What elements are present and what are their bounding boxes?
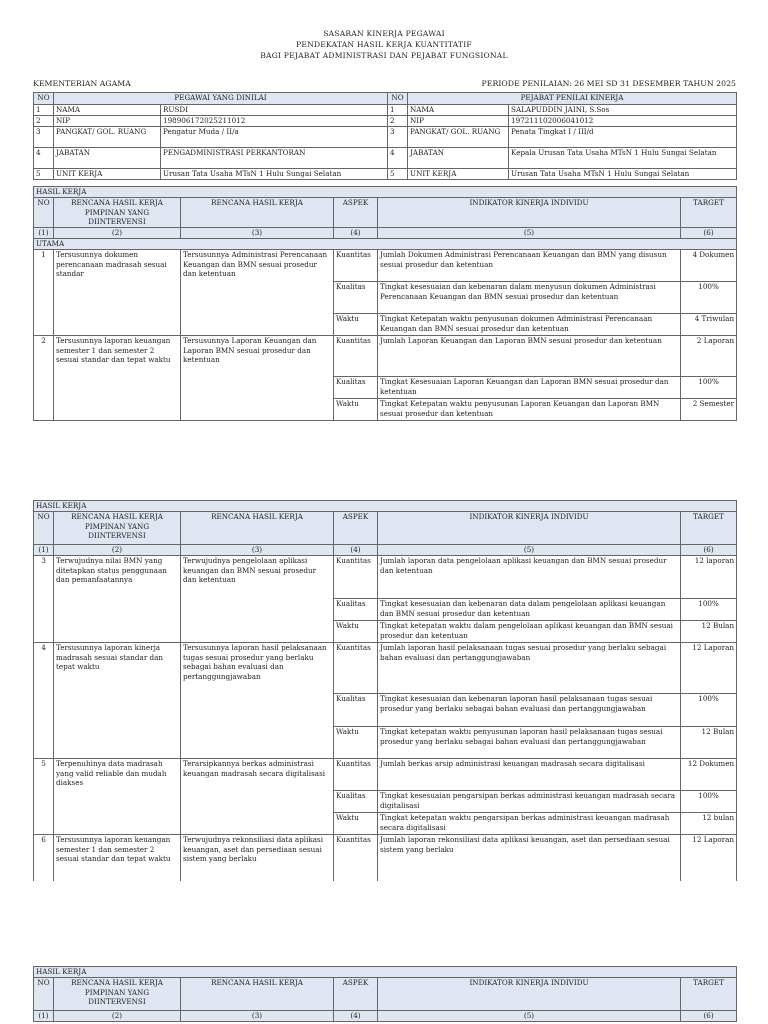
employee-unit: Urusan Tata Usaha MTsN 1 Hulu Sungai Selatan bbox=[161, 169, 388, 180]
work-plan: Terwujudnya rekonsiliasi data aplikasi keuangan, aset dan persediaan sesuai sistem yang berlaku bbox=[181, 835, 334, 882]
indicator: Jumlah laporan rekonsiliasi data aplikasi keuangan, aset dan persediaan sesuai sistem yang berlaku bbox=[378, 835, 681, 882]
field-label: PANGKAT/ GOL. RUANG bbox=[54, 127, 161, 148]
indicator: Tingkat Kesesuaian Laporan Keuangan dan Laporan BMN sesuai prosedur dan ketentuan bbox=[378, 377, 681, 399]
results-table-3 bbox=[33, 966, 737, 1022]
evaluator-position: Kepala Urusan Tata Usaha MTsN 1 Hulu Sungai Selatan bbox=[509, 148, 737, 169]
aspect: Kuantitas bbox=[334, 336, 378, 377]
target: 12 Laporan bbox=[681, 835, 737, 882]
col-index: (5) bbox=[378, 228, 681, 239]
section-label: HASIL KERJA bbox=[34, 501, 737, 512]
employee-rank: Pengatur Muda / II/a bbox=[161, 127, 388, 148]
aspect: Kualitas bbox=[334, 599, 378, 621]
col-no: NO bbox=[388, 93, 408, 105]
table-row bbox=[34, 643, 737, 694]
identity-table bbox=[33, 92, 737, 180]
col-index: (2) bbox=[54, 228, 181, 239]
indicator: Tingkat kesesuaian dan kebenaran laporan hasil pelaksanaan tugas sesuai prosedur yang berlaku sebagai bahan evaluasi dan pertanggungjawaban bbox=[378, 694, 681, 727]
leader-plan: Terwujudnya nilai BMN yang ditetapkan status penggunaan dan pemanfaatannya bbox=[54, 556, 181, 643]
results-table-2 bbox=[33, 500, 737, 881]
target: 12 bulan bbox=[681, 813, 737, 835]
row-no: 1 bbox=[388, 105, 408, 116]
doc-title: SASARAN KINERJA PEGAWAI bbox=[323, 29, 445, 38]
field-label: NIP bbox=[408, 116, 509, 127]
item-no: 4 bbox=[34, 643, 54, 759]
col-index: (1) bbox=[34, 228, 54, 239]
field-label: PANGKAT/ GOL. RUANG bbox=[408, 127, 509, 148]
target: 100% bbox=[681, 791, 737, 813]
col-index: (4) bbox=[334, 1011, 378, 1022]
indicator: Tingkat Ketepatan waktu penyusunan dokumen Administrasi Perencanaan Keuangan dan BMN sesuai prosedur dan ketentuan bbox=[378, 314, 681, 336]
col-aspect: ASPEK bbox=[334, 978, 378, 1011]
field-label: NIP bbox=[54, 116, 161, 127]
indicator: Jumlah laporan data pengelolaan aplikasi keuangan dan BMN sesuai prosedur dan ketentuan bbox=[378, 556, 681, 599]
identity-row bbox=[34, 116, 737, 127]
col-index: (4) bbox=[334, 545, 378, 556]
indicator: Tingkat ketepatan waktu penyusunan laporan hasil pelaksanaan tugas sesuai prosedur yang berlaku sebagai bahan evaluasi dan pertanggungjawaban bbox=[378, 727, 681, 759]
evaluated-employee-header: PEGAWAI YANG DINILAI bbox=[54, 93, 388, 105]
col-work-plan: RENCANA HASIL KERJA bbox=[181, 978, 334, 1011]
row-no: 4 bbox=[388, 148, 408, 169]
identity-row bbox=[34, 148, 737, 169]
target: 12 Dokumen bbox=[681, 759, 737, 791]
row-no: 2 bbox=[388, 116, 408, 127]
indicator: Tingkat kesesuaian pengarsipan berkas administrasi keuangan madrasah secara digitalisasi bbox=[378, 791, 681, 813]
item-no: 1 bbox=[34, 250, 54, 336]
evaluator-name: SALAPUDDIN JAINI, S.Sos bbox=[509, 105, 737, 116]
employee-nip: 198906172025211012 bbox=[161, 116, 388, 127]
work-plan: Terarsipkannya berkas administrasi keuangan madrasah secara digitalisasi bbox=[181, 759, 334, 835]
employee-position: PENGADMINISTRASI PERKANTORAN bbox=[161, 148, 388, 169]
col-target: TARGET bbox=[681, 978, 737, 1011]
evaluator-rank: Penata Tingkat I / III/d bbox=[509, 127, 737, 148]
leader-plan: Tersusunnya laporan keuangan semester 1 dan semester 2 sesuai standar dan tepat waktu bbox=[54, 835, 181, 882]
field-label: UNIT KERJA bbox=[54, 169, 161, 180]
col-index: (6) bbox=[681, 545, 737, 556]
aspect: Kuantitas bbox=[334, 250, 378, 282]
col-indicator: INDIKATOR KINERJA INDIVIDU bbox=[378, 978, 681, 1011]
item-no: 2 bbox=[34, 336, 54, 421]
col-no: NO bbox=[34, 978, 54, 1011]
col-aspect: ASPEK bbox=[334, 198, 378, 228]
item-no: 3 bbox=[34, 556, 54, 643]
field-label: NAMA bbox=[54, 105, 161, 116]
table-row bbox=[34, 556, 737, 599]
field-label: JABATAN bbox=[408, 148, 509, 169]
row-no: 5 bbox=[388, 169, 408, 180]
table-row bbox=[34, 759, 737, 791]
col-work-plan: RENCANA HASIL KERJA bbox=[181, 512, 334, 545]
identity-row bbox=[34, 169, 737, 180]
indicator: Jumlah Dokumen Administrasi Perencanaan Keuangan dan BMN yang disusun sesuai prosedur dan ketentuan bbox=[378, 250, 681, 282]
indicator: Tingkat kesesuaian dan kebenaran data dalam pengelolaan aplikasi keuangan dan BMN sesuai prosedur dan ketentuan bbox=[378, 599, 681, 621]
col-indicator: INDIKATOR KINERJA INDIVIDU bbox=[378, 198, 681, 228]
col-index: (2) bbox=[54, 1011, 181, 1022]
col-indicator: INDIKATOR KINERJA INDIVIDU bbox=[378, 512, 681, 545]
target: 100% bbox=[681, 694, 737, 727]
doc-subtitle: PENDEKATAN HASIL KERJA KUANTITATIF bbox=[296, 40, 472, 49]
target: 2 Laporan bbox=[681, 336, 737, 377]
col-index: (3) bbox=[181, 1011, 334, 1022]
leader-plan: Tersusunnya laporan kinerja madrasah sesuai standar dan tepat waktu bbox=[54, 643, 181, 759]
col-index: (1) bbox=[34, 1011, 54, 1022]
work-plan: Tersusunnya Laporan Keuangan dan Laporan BMN sesuai prosedur dan ketentuan bbox=[181, 336, 334, 421]
col-index: (5) bbox=[378, 545, 681, 556]
col-leader-plan: RENCANA HASIL KERJA PIMPINAN YANG DIINTERVENSI bbox=[54, 978, 181, 1011]
col-index: (3) bbox=[181, 228, 334, 239]
leader-plan: Tersusunnya laporan keuangan semester 1 dan semester 2 sesuai standar dan tepat waktu bbox=[54, 336, 181, 421]
row-no: 3 bbox=[388, 127, 408, 148]
period-label: PERIODE PENILAIAN: 26 MEI SD 31 DESEMBER TAHUN 2025 bbox=[481, 79, 736, 88]
target: 100% bbox=[681, 599, 737, 621]
col-target: TARGET bbox=[681, 512, 737, 545]
target: 2 Semester bbox=[681, 399, 737, 421]
col-index: (2) bbox=[54, 545, 181, 556]
col-index: (3) bbox=[181, 545, 334, 556]
indicator: Jumlah berkas arsip administrasi keuangan madrasah secara digitalisasi bbox=[378, 759, 681, 791]
aspect: Kualitas bbox=[334, 282, 378, 314]
indicator: Tingkat ketepatan waktu dalam pengelolaan aplikasi keuangan dan BMN sesuai prosedur dan ketentuan bbox=[378, 621, 681, 643]
aspect: Waktu bbox=[334, 621, 378, 643]
aspect: Kuantitas bbox=[334, 643, 378, 694]
col-index: (5) bbox=[378, 1011, 681, 1022]
doc-subtitle-2: BAGI PEJABAT ADMINISTRASI DAN PEJABAT FUNGSIONAL bbox=[260, 51, 508, 60]
section-label: HASIL KERJA bbox=[34, 967, 737, 978]
item-no: 5 bbox=[34, 759, 54, 835]
col-aspect: ASPEK bbox=[334, 512, 378, 545]
col-index: (4) bbox=[334, 228, 378, 239]
row-no: 4 bbox=[34, 148, 54, 169]
indicator: Tingkat ketepatan waktu pengarsipan berkas administrasi keuangan madrasah secara digitalisasi bbox=[378, 813, 681, 835]
field-label: JABATAN bbox=[54, 148, 161, 169]
item-no: 6 bbox=[34, 835, 54, 882]
col-leader-plan: RENCANA HASIL KERJA PIMPINAN YANG DIINTERVENSI bbox=[54, 512, 181, 545]
leader-plan: Tersusunnya dokumen perencanaan madrasah sesuai standar bbox=[54, 250, 181, 336]
evaluator-header: PEJABAT PENILAI KINERJA bbox=[408, 93, 737, 105]
indicator: Jumlah Laporan Keuangan dan Laporan BMN sesuai prosedur dan ketentuan bbox=[378, 336, 681, 377]
aspect: Kuantitas bbox=[334, 759, 378, 791]
col-no: NO bbox=[34, 198, 54, 228]
col-no: NO bbox=[34, 512, 54, 545]
aspect: Kualitas bbox=[334, 377, 378, 399]
table-row bbox=[34, 336, 737, 377]
employee-name: RUSDI bbox=[161, 105, 388, 116]
aspect: Waktu bbox=[334, 813, 378, 835]
field-label: NAMA bbox=[408, 105, 509, 116]
aspect: Kualitas bbox=[334, 791, 378, 813]
row-no: 1 bbox=[34, 105, 54, 116]
evaluator-nip: 197211102006041012 bbox=[509, 116, 737, 127]
table-row bbox=[34, 835, 737, 882]
aspect: Kuantitas bbox=[334, 835, 378, 882]
indicator: Jumlah laporan hasil pelaksanaan tugas sesuai prosedur yang berlaku sebagai bahan evaluasi dan pertanggungjawaban bbox=[378, 643, 681, 694]
work-plan: Tersusunnya laporan hasil pelaksanaan tugas sesuai prosedur yang berlaku sebagai bahan evaluasi dan pertanggungjawaban bbox=[181, 643, 334, 759]
indicator: Tingkat kesesuaian dan kebenaran dalam menyusun dokumen Administrasi Perencanaan Keuangan dan BMN sesuai prosedur dan ketentuan bbox=[378, 282, 681, 314]
identity-row bbox=[34, 105, 737, 116]
target: 100% bbox=[681, 377, 737, 399]
section-label: HASIL KERJA bbox=[34, 187, 737, 198]
col-no: NO bbox=[34, 93, 54, 105]
leader-plan: Terpenuhinya data madrasah yang valid reliable dan mudah diakses bbox=[54, 759, 181, 835]
table-row bbox=[34, 250, 737, 282]
aspect: Kuantitas bbox=[334, 556, 378, 599]
category-utama: UTAMA bbox=[34, 239, 737, 250]
target: 100% bbox=[681, 282, 737, 314]
col-leader-plan: RENCANA HASIL KERJA PIMPINAN YANG DIINTERVENSI bbox=[54, 198, 181, 228]
col-index: (6) bbox=[681, 1011, 737, 1022]
col-target: TARGET bbox=[681, 198, 737, 228]
target: 12 Bulan bbox=[681, 621, 737, 643]
work-plan: Tersusunnya Administrasi Perencanaan Keuangan dan BMN sesuai prosedur dan ketentuan bbox=[181, 250, 334, 336]
col-index: (1) bbox=[34, 545, 54, 556]
target: 4 Triwulan bbox=[681, 314, 737, 336]
field-label: UNIT KERJA bbox=[408, 169, 509, 180]
results-table-1 bbox=[33, 186, 737, 421]
col-index: (6) bbox=[681, 228, 737, 239]
aspect: Kualitas bbox=[334, 694, 378, 727]
ministry-label: KEMENTERIAN AGAMA bbox=[33, 79, 131, 88]
row-no: 5 bbox=[34, 169, 54, 180]
target: 12 laporan bbox=[681, 556, 737, 599]
aspect: Waktu bbox=[334, 314, 378, 336]
identity-row bbox=[34, 127, 737, 148]
indicator: Tingkat Ketepatan waktu penyusunan Laporan Keuangan dan Laporan BMN sesuai prosedur dan ketentuan bbox=[378, 399, 681, 421]
results-page-2 bbox=[0, 500, 768, 881]
target: 12 Bulan bbox=[681, 727, 737, 759]
aspect: Waktu bbox=[334, 399, 378, 421]
target: 4 Dokumen bbox=[681, 250, 737, 282]
row-no: 3 bbox=[34, 127, 54, 148]
row-no: 2 bbox=[34, 116, 54, 127]
target: 12 Laporan bbox=[681, 643, 737, 694]
work-plan: Terwujudnya pengelolaan aplikasi keuangan dan BMN sesuai prosedur dan ketentuan bbox=[181, 556, 334, 643]
aspect: Waktu bbox=[334, 727, 378, 759]
evaluator-unit: Urusan Tata Usaha MTsN 1 Hulu Sungai Selatan bbox=[509, 169, 737, 180]
col-work-plan: RENCANA HASIL KERJA bbox=[181, 198, 334, 228]
